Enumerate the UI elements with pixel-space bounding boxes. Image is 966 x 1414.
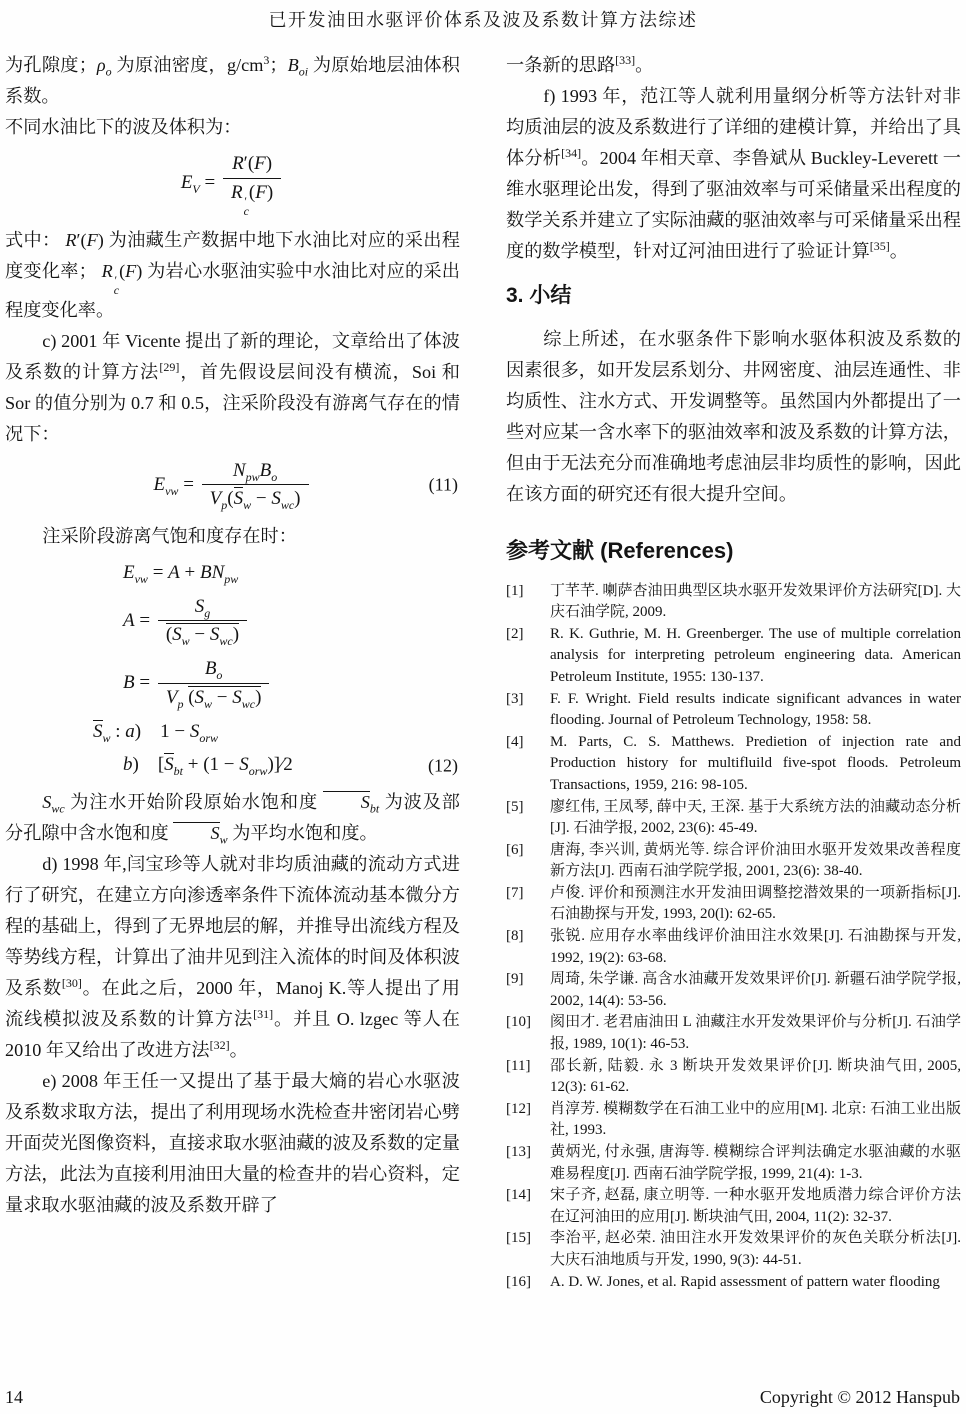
paragraph: 综上所述，在水驱条件下影响水驱体积波及系数的因素很多，如开发层系划分、井网密度、油层连通性、非均质性、注水方式、开发调整等。虽然国内外都提出了一些对应某一含水率下的驱油效率和波及系数的计算方法，但由于无法充分而准确地考虑油层非均质性的影响，因此在该方面的研究还有很大提升空间。 (506, 329, 961, 505)
reference-text: M. Parts, C. S. Matthews. Predietion of injection rate and Production history for multifluild five-spot floods. Petroleum Transactions, 1959, 216: 98-105. (550, 733, 961, 793)
reference-text: 廖红伟, 王凤琴, 薛中天, 王深. 基于大系统方法的油藏动态分析[J]. 石油学报, 2002, 23(6): 45-49. (550, 798, 961, 837)
reference-number: [7] (506, 884, 524, 901)
formula-body: A = $\frac{S_g}{(S_w - S_{wc})}$ (123, 595, 250, 648)
formula-body: $E_{vw} = A + BN_{pw}$ (123, 562, 239, 586)
reference-number: [3] (506, 690, 524, 707)
reference-text: 丁芊芊. 喇萨杏油田典型区块水驱开发效果评价方法研究[D]. 大庆石油学院, 2009. (550, 582, 961, 621)
formula-body: b) [$S_{bt} + (1$ − $S_{orw})]∕2$ (123, 754, 293, 778)
reference-item (506, 732, 961, 797)
paragraph: 式中： R′(F) 为油藏生产数据中地下水油比对应的采出程度变化率； R ′ c (F) 为岩心水驱油实验中水油比对应的采出程度变化率。 (5, 229, 460, 320)
reference-number: [14] (506, 1187, 531, 1204)
reference-item (506, 883, 961, 926)
reference-item (506, 1012, 961, 1055)
reference-item (506, 1228, 961, 1271)
copyright-notice: Copyright © 2012 Hanspub (759, 1387, 960, 1407)
reference-text: 周琦, 朱学谦. 高含水油藏开发效果评价[J]. 新疆石油学院学报, 2002, 14(4): 53-56. (550, 971, 961, 1009)
reference-item (506, 1142, 961, 1185)
equation-number: (12) (428, 754, 458, 775)
references-heading: 参考文献 (References) (506, 538, 734, 564)
reference-number: [2] (506, 625, 524, 642)
reference-text: 唐海, 李兴训, 黄炳光等. 综合评价油田水驱开发效果改善程度新方法[J]. 西南石油学院学报, 2001, 23(6): 38-40. (550, 841, 961, 880)
reference-text: R. K. Guthrie, M. H. Greenberger. The use of multiple correlation analysis for interpreting petroleum engineering data. American Petroleum Institute, 1955: 130-137. (550, 625, 961, 685)
formula (5, 152, 460, 216)
reference-item (506, 1099, 961, 1142)
right-column (506, 50, 961, 1293)
reference-number: [15] (506, 1230, 531, 1247)
reference-number: [9] (506, 971, 524, 988)
paragraph: $S_{wc}$ 为注水开始阶段原始水饱和度 $S_{bt}$ 为波及部分孔隙中含水饱和度 $S_w$ 为平均水饱和度。 (5, 791, 460, 847)
reference-text: F. F. Wright. Field results indicate significant advances in water flooding. Journal of Petroleum Technology, 1958: 58. (550, 690, 961, 729)
references-list (506, 581, 961, 1294)
reference-item (506, 797, 961, 840)
paragraph: 不同水油比下的波及体积为： (5, 117, 242, 137)
reference-number: [1] (506, 582, 524, 599)
reference-item (506, 1056, 961, 1099)
reference-text: 黄炳光, 付永强, 唐海等. 模糊综合评判法确定水驱油藏的水驱难易程度[J]. 西南石油学院学报, 1999, 21(4): 1-3. (550, 1144, 961, 1182)
reference-text: A. D. W. Jones, et al. Rapid assessment of pattern water flooding (550, 1273, 940, 1290)
paragraph: 一条新的思路[33]。 (506, 52, 654, 75)
paragraph: f) 1993 年，范江等人就利用量纲分析等方法针对非均质油层的波及系数进行了详细的建模计算，并给出了具体分析[34]。2004 年相天章、李鲁斌从 Buckley-Leverett 一维水驱理论出发，得到了驱油效率与可采储量采出程度的数学关系并建立了实际油藏的驱油效率与可采储量采出程度的数学模型，针对辽河油田进行了验证计算[35]。 (506, 86, 961, 261)
reference-item (506, 1272, 961, 1294)
section-heading: 3. 小结 (506, 284, 572, 307)
paragraph: c) 2001 年 Vicente 提出了新的理论，文章给出了体波及系数的计算方法[29]，首先假设层间没有横流，Soi 和 Sor 的值分别为 0.7 和 0.5，注采阶段没有游离气存在的情况下： (5, 330, 460, 444)
paragraph: 为孔隙度；$\rho_o$ 为原油密度，$g/cm^3$；$B_{oi}$ 为原始地层油体积系数。 (5, 52, 460, 106)
formula-body: $S_w$ : a) $1 - S_{orw}$ (93, 720, 219, 745)
reference-number: [11] (506, 1057, 531, 1074)
reference-number: [12] (506, 1100, 531, 1117)
paragraph: 注采阶段游离气饱和度存在时： (42, 526, 297, 547)
formula (5, 459, 460, 512)
reference-number: [4] (506, 733, 524, 750)
paragraph: e) 2008 年王任一又提出了基于最大熵的岩心水驱波及系数求取方法，提出了利用现场水洗检查井密闭岩心劈开面荧光图像资料，直接求取水驱油藏的波及系数的定量方法，此法为直接利用油田大量的检查井的岩心资料，定量求取水驱油藏的波及系数开辟了 (5, 1070, 460, 1215)
equation-number: (11) (428, 474, 458, 495)
reference-item (506, 624, 961, 689)
page-footer (5, 1387, 960, 1408)
two-column-body (5, 50, 961, 1293)
reference-item (506, 581, 961, 624)
formula-body: $E_{vw}$ = $\frac{N_{pw}B_o}{V_p(S_w - S_{wc})}$ (153, 459, 311, 512)
reference-text: 肖淳芳. 模糊数学在石油工业中的应用[M]. 北京: 石油工业出版社, 1993. (550, 1100, 961, 1139)
reference-number: [8] (506, 928, 524, 945)
reference-item (506, 840, 961, 883)
reference-item (506, 1185, 961, 1228)
reference-text: 张锐. 应用存水率曲线评价油田注水效果[J]. 石油勘探与开发, 1992, 19(2): 63-68. (550, 928, 961, 966)
page-number: 14 (5, 1387, 23, 1407)
left-column (5, 50, 460, 1293)
reference-number: [16] (506, 1273, 531, 1290)
formula (5, 720, 460, 745)
reference-text: 李治平, 赵必荣. 油田注水开发效果评价的灰色关联分析法[J]. 大庆石油地质与开发, 1990, 9(3): 44-51. (550, 1230, 961, 1268)
formula (5, 657, 460, 710)
reference-number: [5] (506, 798, 524, 815)
reference-number: [13] (506, 1144, 531, 1161)
formula (5, 753, 460, 778)
reference-text: 宋子齐, 赵磊, 康立明等. 一种水驱开发地质潜力综合评价方法在辽河油田的应用[J]. 断块油气田, 2004, 11(2): 32-37. (550, 1187, 961, 1225)
formula (5, 595, 460, 648)
formula-body: $E_V$ = R′(F) R ′ c (F) (181, 152, 284, 216)
formula (5, 561, 460, 586)
reference-item (506, 969, 961, 1012)
reference-text: 阂田才. 老君庙油田 L 油藏注水开发效果评价与分析[J]. 石油学报, 1989, 10(1): 46-53. (550, 1014, 961, 1053)
reference-number: [10] (506, 1014, 531, 1031)
paragraph: d) 1998 年,闫宝珍等人就对非均质油藏的流动方式进行了研究，在建立方向渗透率条件下流体流动基本微分方程的基础上，得到了无界地层的解，并推导出流线方程及等势线方程，计算出了油井见到注入流体的时间及体积波及系数[30]。在此之后，2000 年，Manoj K.等人提出了用流线模拟波及系数的计算方法[31]。并且 O. lzgec 等人在 2010 年又给出了改进方法[32]。 (5, 853, 460, 1060)
formula-body: B = $\frac{B_o}{V_p (S_w - S_{wc})}$ (123, 657, 272, 710)
reference-text: 卢俊. 评价和预测注水开发油田调整挖潜效果的一项新指标[J]. 石油勘探与开发, 1993, 20(l): 62-65. (550, 884, 961, 923)
reference-item (506, 926, 961, 969)
reference-text: 邵长新, 陆毅. 永 3 断块开发效果评价[J]. 断块油气田, 2005, 12(3): 61-62. (550, 1057, 961, 1096)
reference-number: [6] (506, 841, 524, 858)
page-title: 已开发油田水驱评价体系及波及系数计算方法综述 (268, 10, 698, 30)
reference-item (506, 689, 961, 732)
